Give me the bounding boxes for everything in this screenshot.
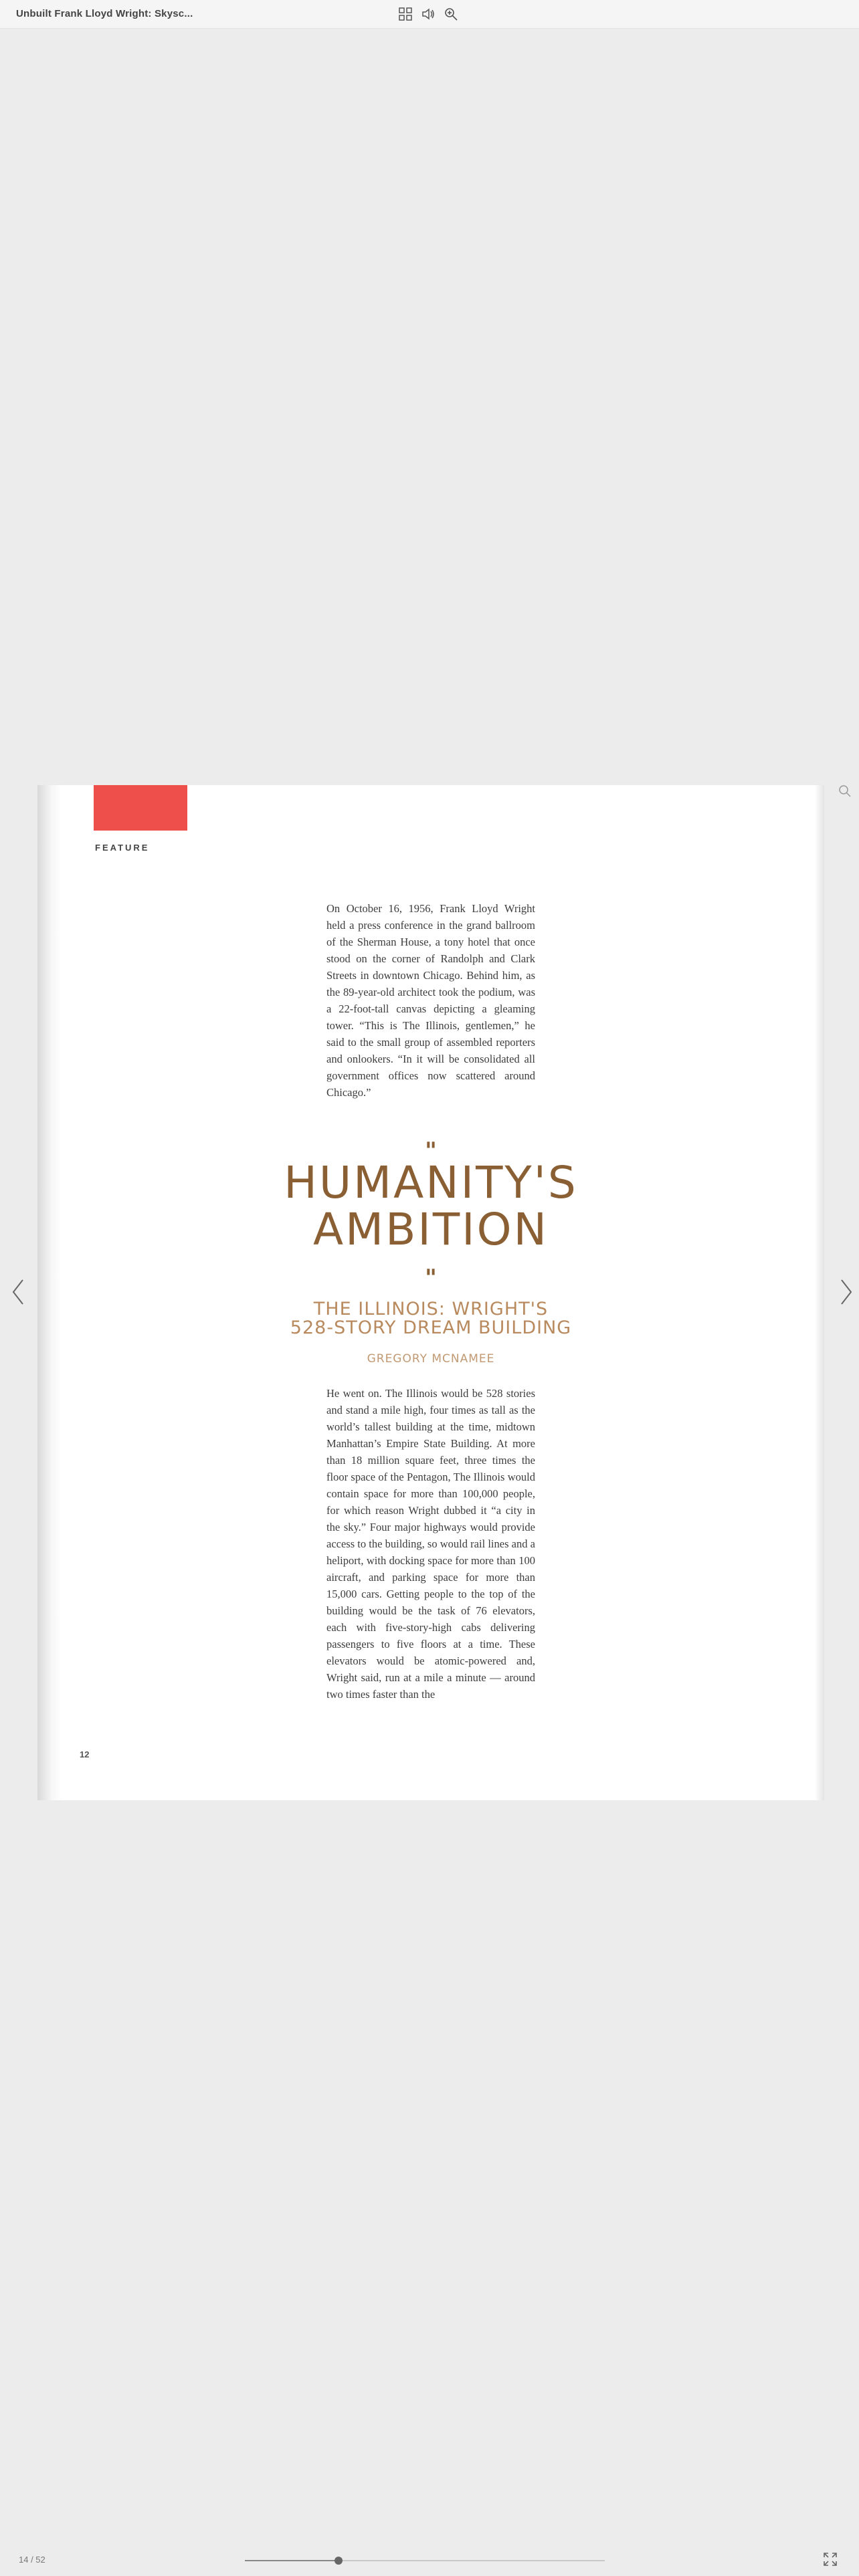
headline-line-1: HUMANITY'S [284, 1157, 578, 1208]
toolbar-icon-group [397, 6, 459, 22]
subhead-line-1: THE ILLINOIS: WRIGHT'S [313, 1299, 549, 1319]
magazine-page [37, 785, 824, 1800]
grid-view-button[interactable] [397, 6, 413, 22]
top-toolbar [0, 0, 859, 29]
previous-page-button[interactable] [11, 1277, 25, 1310]
section-label: FEATURE [95, 843, 150, 853]
fullscreen-button[interactable] [823, 2552, 838, 2570]
document-title: Unbuilt Frank Lloyd Wright: Skysc... [16, 8, 193, 19]
chevron-right-icon [839, 1277, 854, 1307]
page-number: 12 [80, 1749, 90, 1759]
expand-icon [823, 2552, 838, 2567]
page-slider[interactable] [245, 2560, 605, 2561]
zoom-icon [444, 7, 458, 21]
page-counter: 14 / 52 [19, 2555, 45, 2565]
grid-icon [398, 7, 413, 21]
close-quote-mark: " [425, 1265, 437, 1291]
section-color-block [94, 785, 187, 831]
subhead-line-2: 528-STORY DREAM BUILDING [290, 1317, 572, 1338]
speaker-icon [421, 7, 436, 21]
search-button[interactable] [838, 784, 852, 802]
headline-line-2: AMBITION [313, 1204, 549, 1255]
page-slider-fill [245, 2560, 339, 2561]
zoom-button[interactable] [443, 6, 459, 22]
next-page-button[interactable] [839, 1277, 854, 1310]
intro-paragraph: On October 16, 1956, Frank Lloyd Wright held a press conference in the grand ballroom of the Sherman House, a tony hotel that once stood on the corner of Randolph and Clark Streets in downtown Chicago. Behind him, as the 89-year-old architect took the podium, was a 22-foot-tall canvas depicting a gleaming tower. “This is The Illinois, gentlemen,” he said to the small group of assembled reporters and onlookers. “In it will be consolidated all government offices now scattered around Chicago.” [326, 902, 535, 1099]
page-slider-thumb[interactable] [335, 2557, 343, 2565]
search-icon [838, 784, 852, 798]
body-paragraph: He went on. The Illinois would be 528 stories and stand a mile high, four times as tall as the world’s tallest building at the time, midtown Manhattan’s Empire State Building. At more than 18 million square feet, three times the floor space of the Pentagon, The Illinois would contain space for more than 100,000 people, for which reason Wright dubbed it “a city in the sky.” Four major highways would provide access to the building, so would rail lines and a heliport, with docking space for more than 100 aircraft, and parking space for more than 15,000 cars. Getting people to the top of the building would be the task of 76 elevators, each with five-story-high cabs delivering passengers to five floors at a time. These elevators would be atomic-powered and, Wright said, run at a mile a minute — around two times faster than the [326, 1387, 535, 1701]
audio-button[interactable] [420, 6, 436, 22]
page-edge-shadow [815, 785, 824, 1800]
chevron-left-icon [11, 1277, 25, 1307]
open-quote-mark: " [425, 1138, 437, 1164]
page-gutter-shadow [37, 785, 62, 1800]
author-byline: GREGORY MCNAMEE [367, 1352, 495, 1366]
